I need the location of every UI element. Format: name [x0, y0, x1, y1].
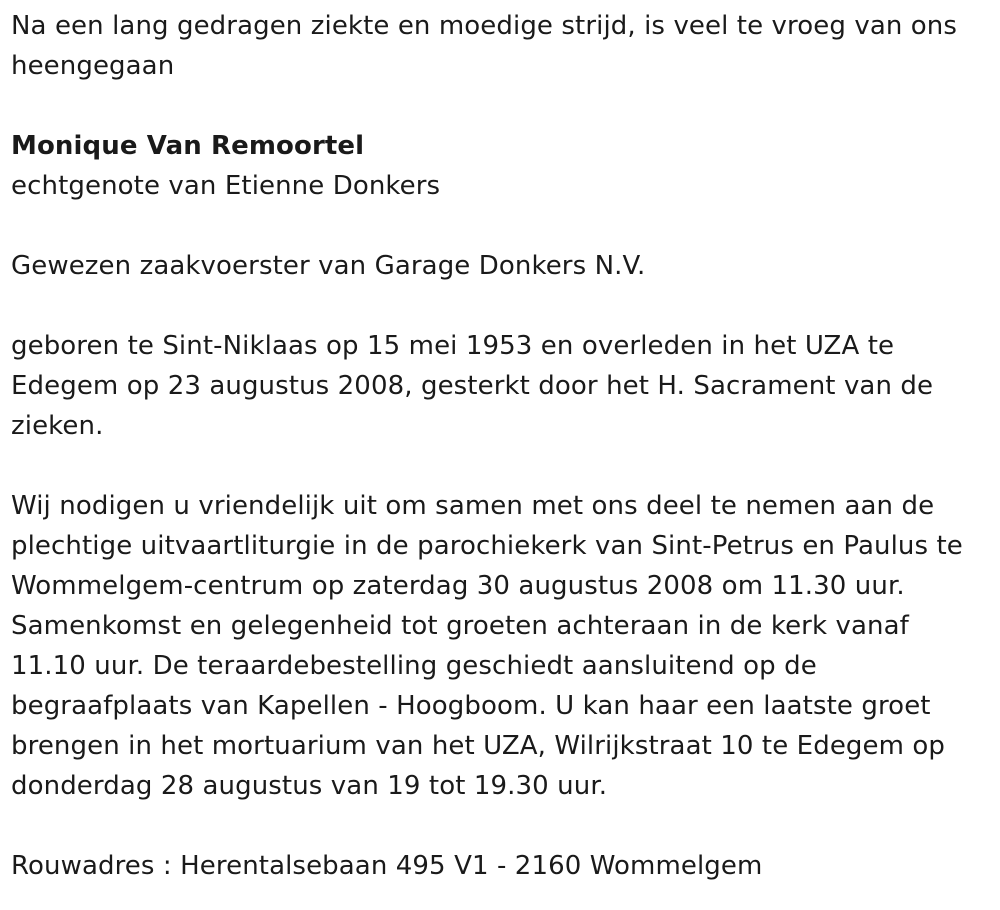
spacer: [11, 286, 991, 326]
obituary-notice: [11, 6, 991, 886]
funeral-invitation-text: Wij nodigen u vriendelijk uit om samen met ons deel te nemen aan de plechtige uitvaartliturgie in de parochiekerk van Sint-Petrus en Paulus te Wommelgem-centrum op zaterdag 30 augustus 2008 om 11.30 uur. Samenkomst en gelegenheid tot groeten achteraan in de kerk vanaf 11.10 uur. De teraardebestelling geschiedt aansluitend op de begraafplaats van Kapellen - Hoogboom. U kan haar een laatste groet brengen in het mortuarium van het UZA, Wilrijkstraat 10 te Edegem op donderdag 28 augustus van 19 tot 19.30 uur.: [11, 491, 963, 801]
spacer: [11, 806, 991, 846]
role-text: Gewezen zaakvoerster van Garage Donkers N.V.: [11, 251, 646, 281]
spouse-text: echtgenote van Etienne Donkers: [11, 171, 441, 201]
intro-text: Na een lang gedragen ziekte en moedige strijd, is veel te vroeg van ons heengegaan: [11, 11, 958, 81]
spacer: [11, 446, 991, 486]
deceased-name: Monique Van Remoortel: [11, 131, 365, 161]
mourning-address: Rouwadres : Herentalsebaan 495 V1 - 2160 Wommelgem: [11, 851, 763, 881]
spacer: [11, 86, 991, 126]
birth-death-text: geboren te Sint-Niklaas op 15 mei 1953 en overleden in het UZA te Edegem op 23 augustus 2008, gesterkt door het H. Sacrament van de zieken.: [11, 331, 934, 441]
spacer: [11, 206, 991, 246]
